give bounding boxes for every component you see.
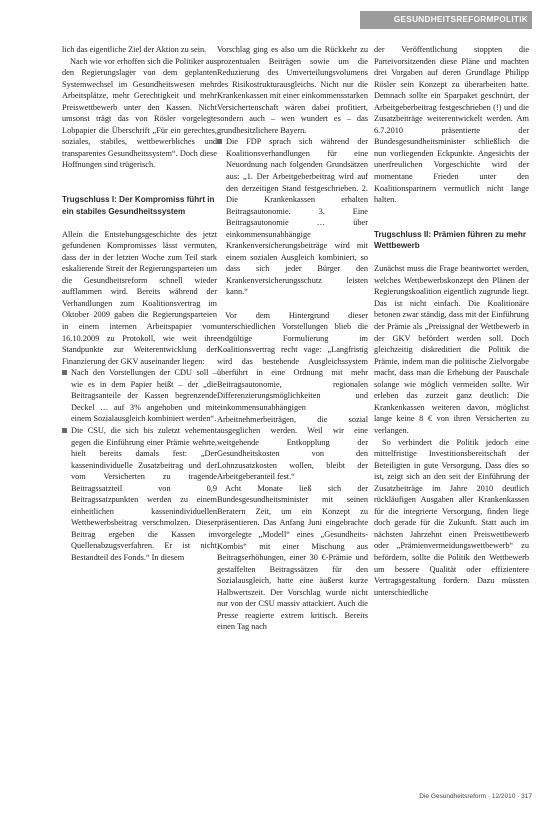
list-item: Die CSU, die sich bis zuletzt vehement gegen die Einführung einer Prämie wehrte, hielt bereits damals fest: „Der kassenindividuelle Zusatzbeitrag und der vom Versicherten zu tragende Beitragssatzteil von 0,9 Beitragssatzpunkten werden zu einem einheitlichen kassenindividuellen Wettbewerbsbeitrag verschmolzen. Dieser Beitrag ergeben die Kassen im Quellenabzugsverfahren. Er ist nicht Bestandteil des Fonds.“ In diesem [62,425,217,564]
bullet-list [62,367,217,563]
square-bullet-icon [62,370,67,375]
paragraph: lich das eigentliche Ziel der Aktion zu sein. [62,45,207,54]
section-heading: Trugschluss II: Prämien führen zu mehr Wettbewerb [374,229,527,251]
paragraph: Zunächst muss die Frage beantwortet werden, welches Wettbewerbskonzept den Plänen der Regierungskoalition eigentlich zugrunde liegt. Das ist nicht einfach. Die Koalitionäre betonen zwar ständig, dass mit der Einführung der Prämie als „Preissignal der Wettbewerb in der GKV befördert werden soll. Doch gleichzeitig diskreditiert die Politik die Prämie, indem man die politische Zielvorgabe macht, dass man die Erhebung der Pauschale solange wie möglich vermeiden sollte. Wir erleben das zurzeit ganz deutlich: Die Krankenkassen weiteren davon, möglichst lange keine 8 € von ihren Versicherten zu verlangen. [374,264,529,435]
page-footer [362,792,532,802]
section-header-bar [360,11,532,29]
section-heading: Trugschluss I: Der Kompromiss führt in ein stabiles Gesundheitssystem [62,195,215,216]
square-bullet-icon [217,139,222,144]
section-title: GESUNDHEITSREFORMPOLITIK [393,15,528,24]
list-item: Nach den Vorstellungen der CDU soll – wie es in dem Papier heißt – der „die Beitragsanteile der Kassen begrenzende Deckel … auf 3% angehoben und mit einem Sozialausgleich kombiniert werden“. [62,367,217,425]
paragraph: Nach wie vor erhoffen sich die Politiker aus den Regierungslager von dem geplanten Systemwechsel im Gesundheitswesen mehr Arbeitsplätze, mehr Gerechtigkeit und mehr Preiswettbewerb unter den Kassen. Nicht umsonst trägt das von Rösler vorgelegte Lobpapier die Überschrift „Für ein gerechtes, soziales, stabiles, wettbewerbliches und transparentes Gesundheitssystem“. Doch diese Hoffnungen sind trügerisch. [62,56,217,170]
footer-text: Die Gesundheitsreform · 12/2010 · 317 [419,793,532,800]
list-item: Die FDP sprach sich während der Koalitionsverhandlungen für eine Neuordnung nach folgenden Grundsätzen aus: „1. Der Arbeitgeberbeitrag wird auf den derzeitigen Stand festgeschrieben. 2. Die Krankenkassen erhalten Beitragsautonomie. 3. Eine Beitragsautonomie … über einkommensunabhängige Krankenversicherungsbeiträge wird mit einem sozialen Ausgleich kombiniert, so dass sich jeder Bürger den Krankenversicherungsschutz leisten kann.“ [217,136,368,298]
square-bullet-icon [62,428,67,433]
paragraph: So verhindert die Politik jedoch eine mittelfristige Investitionsbereitschaft der Beteiligten in gute Versorgung. Dass dies so ist, zeigt sich an den seit der Einführung der Zusatzbeiträge im Jahre 2010 deutlich rückläufigen Ausgaben aller Krankenkassen für die integrierte Versorgung, finden liege doch gerade für die Zukunft. Statt auch im nächsten Jahrzehnt einen Preiswettbewerb oder „Prämienvermeidungswettbewerb“ zu befördern, sollte die Politik den Wettbewerb um bessere Qualität oder effizientere Vertragsgestaltung fordern. Dazu müssten unterschiedliche [374,437,529,597]
column-middle [217,44,368,633]
column-right [374,44,529,598]
paragraph: Allein die Entstehungsgeschichte des jetzt gefundenen Kompromisses lässt vermuten, dass der in der letzten Woche zum Teil stark eskalierende Streit der Regierungsparteien um die Gesundheitsreform schnell wieder aufflammen wird. Bereits während der Verhandlungen zum Koalitionsvertrag im Oktober 2009 gaben die Regierungsparteien in einem internen Arbeitspapier vom 16.10.2009 zu Protokoll, wie weit ihre Standpunkte zur Weiterentwicklung der Finanzierung der GKV auseinander liegen: [62,229,217,366]
paragraph: Vor dem Hintergrund dieser unterschiedlichen Vorstellungen blieb die endgültige Formulierung im Koalitionsvertrag recht vage: „Langfristig wird das bestehende Ausgleichssystem überführt in eine Ordnung mit mehr Beitragsautonomie, regionalen Differenzierungsmöglichkeiten und einkommensunabhängigen Arbeitnehmerbeiträgen, die sozial ausgeglichen werden. Weil wir eine weitgehende Entkopplung der Gesundheitskosten von den Lohnzusatzkosten wollen, bleibt der Arbeitgeberanteil fest.“ [217,310,368,482]
paragraph: Acht Monate ließ sich der Bundesgesundheitsminister mit seinen Beratern Zeit, um ein Konzept zu präsentieren. Das Anfang Juni eingebrachte vorgelegte „Modell“ eines „Gesundheits-Kombis“ mit einer Mischung aus Beitragserhöhungen, einer 30 €-Prämie und gestaffelten Beitragssätzen für den Sozialausgleich, hatte eine äußerst kurze Halbwertszeit. Der Vorschlag wurde nicht nur von der CSU massiv attackiert. Auch die Presse reagierte extrem kritisch. Bereits einen Tag nach [217,483,368,632]
column-left [62,44,217,564]
paragraph: Vorschlag ging es also um die Rückkehr zu prozentualen Beiträgen sowie um die Reduzierung des Umverteilungsvolumens des Risikostrukturausgleichs. Nicht nur die Krankenkassen mit einer einkommensstarken Versichertenschaft wären dabei profitiert, sondern auch – wen wundert es – das grundbesitzlichere Bayern. [217,45,368,135]
paragraph: der Veröffentlichung stoppten die Parteivorsitzenden diese Pläne und machten drei Vorgaben auf deren Grundlage Philipp Rösler sein Konzept zu überarbeiten hatte. Demnach sollte ein Sparpaket geschnürt, der Arbeitgeberbeitrag festgeschrieben (!) und die Zusatzbeiträge weiterentwickelt werden. Am 6.7.2010 präsentierte der Bundesgesundheitsminister schließlich die nun vorliegenden Eckpunkte. Angesichts der unerfreulichen Vorgeschichte wird der momentane Frieden unter den Koalitionspartnern vermutlich nicht lange halten. [374,45,529,205]
bullet-list [217,136,368,298]
